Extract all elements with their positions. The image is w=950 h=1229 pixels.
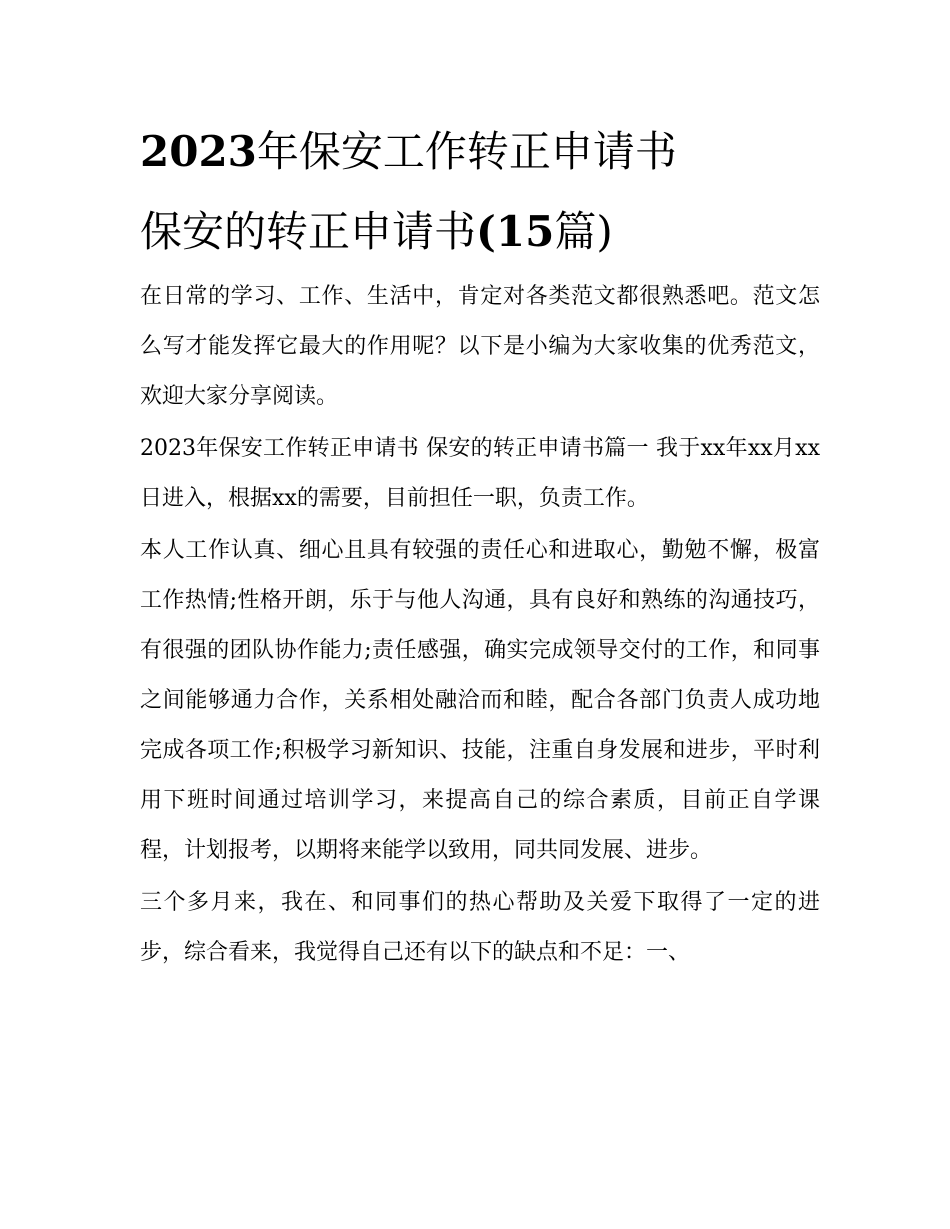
document-body bbox=[140, 272, 820, 980]
document-title bbox=[140, 112, 820, 272]
title-line-2-end: 篇) bbox=[554, 207, 613, 256]
title-line-2-text: 保安的转正申请书 bbox=[140, 207, 477, 256]
paragraph-shortcomings: 三个多月来，我在、和同事们的热心帮助及关爱下取得了一定的进步，综合看来，我觉得自己还有以下的缺点和不足：一、 bbox=[140, 890, 820, 965]
title-line-1 bbox=[140, 112, 820, 192]
paragraph-self-evaluation: 本人工作认真、细心且具有较强的责任心和进取心，勤勉不懈，极富工作热情;性格开朗，乐于与他人沟通，具有良好和熟练的沟通技巧，有很强的团队协作能力;责任感强，确实完成领导交付的工作，和同事之间能够通力合作，关系相处融洽而和睦，配合各部门负责人成功地完成各项工作;积极学习新知识、技能，注重自身发展和进步，平时利用下班时间通过培训学习，来提高自己的综合素质，目前正自学课程，计划报考，以期将来能学以致用，同共同发展、进步。 bbox=[140, 538, 820, 863]
paragraph-section-one: 2023年保安工作转正申请书 保安的转正申请书篇一 我于xx年xx月xx日进入，根据xx的需要，目前担任一职，负责工作。 bbox=[140, 436, 820, 511]
title-year: 2023 bbox=[140, 127, 257, 176]
title-count: (15 bbox=[476, 207, 555, 256]
title-line-1-text: 年保安工作转正申请书 bbox=[256, 127, 677, 176]
title-line-2 bbox=[140, 192, 820, 272]
paragraph-intro: 在日常的学习、工作、生活中，肯定对各类范文都很熟悉吧。范文怎么写才能发挥它最大的作用呢？以下是小编为大家收集的优秀范文，欢迎大家分享阅读。 bbox=[140, 284, 820, 409]
